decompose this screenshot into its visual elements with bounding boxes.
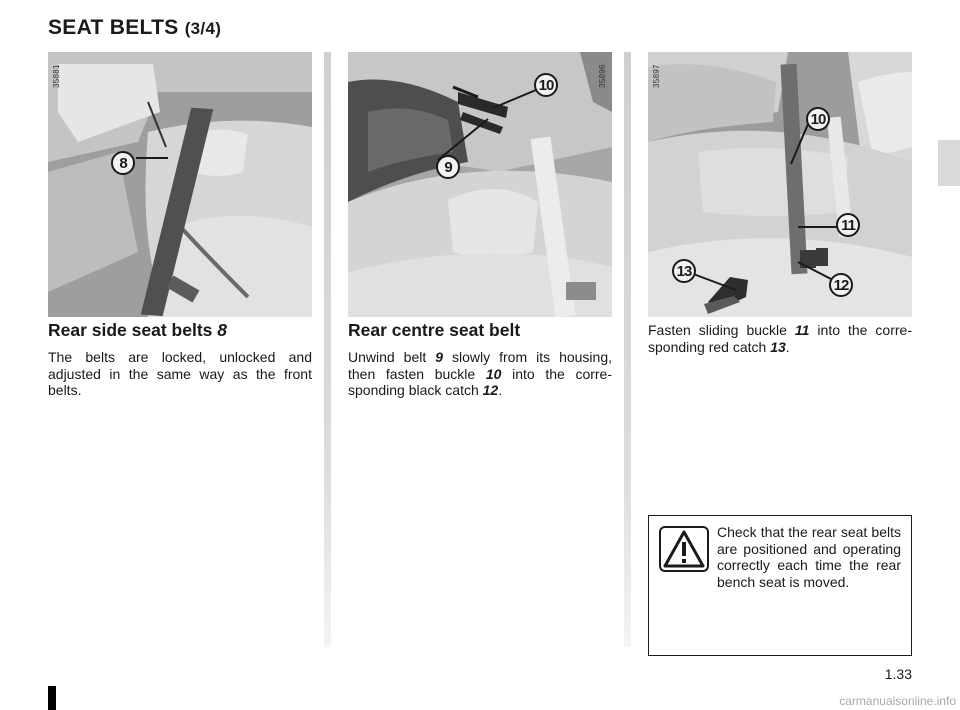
photo-rear-centre-seat-belt <box>348 52 612 317</box>
callout-12: 12 <box>829 273 853 297</box>
section-heading-rear-side-belts: Rear side seat belts 8 <box>48 320 227 340</box>
photo-code: 35881 <box>52 64 61 88</box>
callout-13: 13 <box>672 259 696 283</box>
title-part: (3/4) <box>184 19 222 38</box>
photo-code: 35897 <box>652 64 661 88</box>
column-separator <box>324 52 331 647</box>
callout-9: 9 <box>436 155 460 179</box>
photo-code: 35896 <box>598 64 607 88</box>
callout-11: 11 <box>836 213 860 237</box>
page-number: 1.33 <box>884 666 912 682</box>
page-title <box>48 16 221 40</box>
title-main: SEAT BELTS <box>48 16 179 39</box>
corner-marker <box>48 686 56 710</box>
heading-reference: 8 <box>217 320 227 340</box>
chapter-tab <box>938 140 960 186</box>
rear-centre-belt-text: Unwind belt 9 slowly from its housing, then fasten buckle 10 into the corre-sponding black catch 12. <box>348 349 613 398</box>
warning-box <box>648 515 912 656</box>
watermark: carmanualsonline.info <box>839 694 956 708</box>
callout-8: 8 <box>111 151 135 175</box>
callout-10: 10 <box>806 107 830 131</box>
sliding-buckle-text: Fasten sliding buckle 11 into the corre-sponding red catch 13. <box>648 322 912 355</box>
rear-side-belts-text: The belts are locked, unlocked and adjusted in the same way as the front belts. <box>48 349 312 398</box>
photo-rear-side-seat-belt <box>48 52 312 317</box>
column-separator <box>624 52 631 647</box>
warning-text: Check that the rear seat belts are positioned and operating correctly each time the rear bench seat is moved. <box>717 524 901 590</box>
section-heading-rear-centre-belt: Rear centre seat belt <box>348 320 521 340</box>
callout-10: 10 <box>534 73 558 97</box>
